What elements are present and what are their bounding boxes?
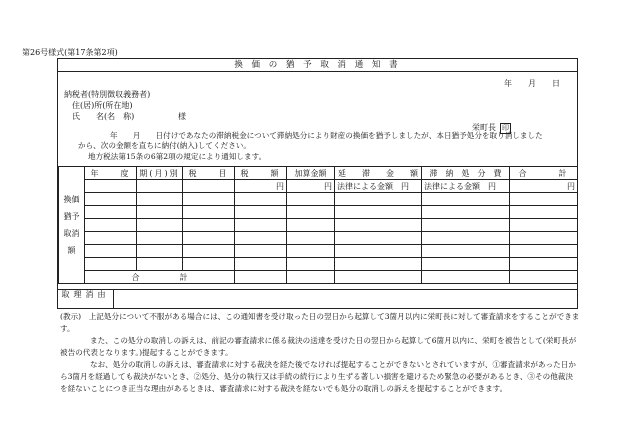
notice-frame	[57, 58, 578, 309]
unit-cell: 法律による金額 円	[335, 180, 422, 193]
notes-paragraph-1: 上記処分について不服がある場合には、この通知書を受け取った日の翌日から起算して3箇月以内に栄町長に対して審査請求をすることができます。	[60, 312, 580, 333]
mayor-label: 栄町長	[472, 123, 496, 132]
header-cell: 税 目	[183, 167, 235, 180]
header-cell: 期(月)別	[137, 167, 183, 180]
name-suffix: 様	[178, 112, 186, 121]
date-line: 年 月 日	[504, 79, 560, 88]
taxpayer-label: 納税者(特別徴収義務者)	[64, 90, 151, 99]
total-label: 合 計	[85, 271, 235, 284]
document-title: 換 価 の 猶 予 取 消 通 知 書	[58, 59, 577, 72]
body-line-3: 地方税法第15条の6第2項の規定により通知します。	[88, 152, 267, 161]
header-cell: 税 額	[235, 167, 287, 180]
unit-cell: 円	[510, 180, 578, 193]
unit-cell	[183, 180, 235, 193]
side-label: 換価猶予取消額	[59, 167, 85, 284]
table-row	[59, 193, 578, 206]
reason-label: 取理消由	[58, 290, 114, 309]
unit-cell: 円	[235, 180, 287, 193]
header-cell: 滞 納 処 分 費	[422, 167, 510, 180]
body-line-2: から、次の金額を直ちに納付(納入)してください。	[78, 141, 251, 150]
unit-cell: 円	[287, 180, 335, 193]
notes-label: (教示)	[60, 312, 82, 321]
unit-cell	[137, 180, 183, 193]
table-total-row	[59, 271, 578, 284]
unit-cell	[85, 180, 137, 193]
table-row	[59, 258, 578, 271]
body-line-1: 年 月 日付けであなたの滞納税金について滞納処分により財産の換価を猶予しましたが、本日猶予処分を取り消しました	[110, 131, 543, 140]
notes-paragraph-2: また、この処分の取消しの訴えは、前記の審査請求に係る裁決の送達を受けた日の翌日から起算して6箇月以内に、栄町を被告として(栄町長が被告の代表となります。)提起することができます。	[60, 336, 577, 357]
header-cell: 加算金額	[287, 167, 335, 180]
seal-mark: 印	[502, 124, 509, 132]
instructions	[60, 311, 580, 395]
amount-table	[58, 166, 578, 284]
reason-section	[58, 289, 577, 309]
header-cell: 延 滞 金 額	[335, 167, 422, 180]
header-cell: 年 度	[85, 167, 137, 180]
header-cell: 合 計	[510, 167, 578, 180]
table-row	[59, 219, 578, 232]
table-header-row	[59, 167, 578, 180]
notes-paragraph-3: なお、処分の取消しの訴えは、審査請求に対する裁決を経た後でなければ提起することができないとされていますが、①審査請求があった日から3箇月を経過しても裁決がないとき、②処分、処分の執行又は手続の続行により生ずる著しい損害を避けるため緊急の必要があるとき、③その他裁決を経ないことにつき正当な理由があるときは、審査請求に対する裁決を経ないでも処分の取消しの訴えを提起することができます。	[60, 360, 576, 393]
unit-cell: 法律による金額 円	[422, 180, 510, 193]
address-label: 住(居)所(所在地)	[72, 101, 133, 110]
table-row	[59, 206, 578, 219]
table-row	[59, 245, 578, 258]
name-label: 氏 名(名 称)	[72, 112, 135, 121]
form-number: 第26号様式(第17条第2項)	[22, 48, 118, 57]
table-row	[59, 232, 578, 245]
table-unit-row	[59, 180, 578, 193]
